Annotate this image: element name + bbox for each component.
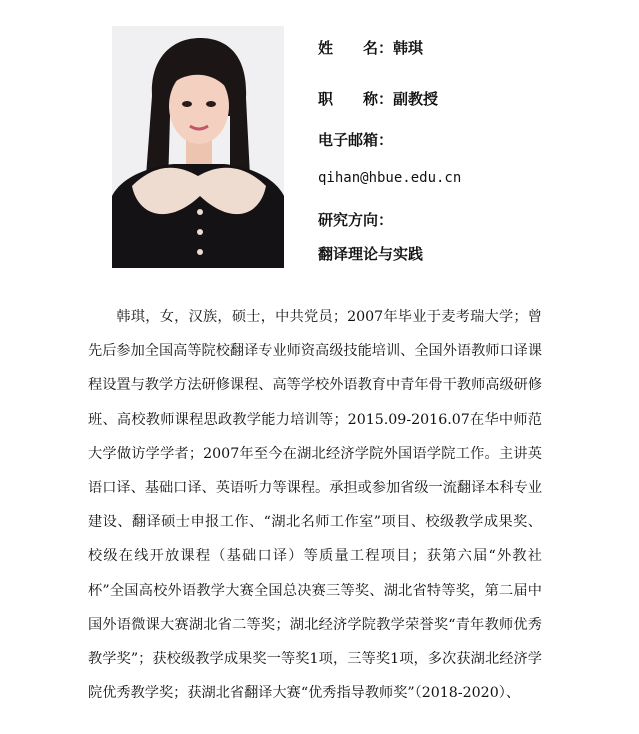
email-label: 电子邮箱：	[318, 131, 394, 149]
name-label: 姓 名：	[318, 39, 394, 57]
profile-photo	[112, 26, 284, 268]
title-label: 职 称：	[318, 90, 394, 108]
name-row	[318, 37, 423, 58]
biography-paragraph: 韩琪，女，汉族，硕士，中共党员；2007年毕业于麦考瑞大学；曾先后参加全国高等院校翻译专业师资高级技能培训、全国外语教师口译课程设置与教学方法研修课程、高等学校外语教育中青年骨干教师高级研修班、高校教师课程思政教学能力培训等；2015.09-2016.07在华中师范大学做访学学者；2007年至今在湖北经济学院外国语学院工作。主讲英语口译、基础口译、英语听力等课程。承担或参加省级一流翻译本科专业建设、翻译硕士申报工作、“湖北名师工作室”项目、校级教学成果奖、校级在线开放课程（基础口译）等质量工程项目；获第六届“外教社杯”全国高校外语教学大赛全国总决赛三等奖、湖北省特等奖，第二届中国外语微课大赛湖北省二等奖；湖北经济学院教学荣誉奖“青年教师优秀教学奖”；获校级教学成果奖一等奖1项，三等奖1项，多次获湖北经济学院优秀教学奖；获湖北省翻译大赛“优秀指导教师奖”（2018-2020）、	[88, 309, 543, 702]
title-row	[318, 88, 438, 109]
research-label: 研究方向：	[318, 211, 394, 229]
research-value: 翻译理论与实践	[318, 245, 424, 263]
name-value: 韩琪	[393, 39, 424, 57]
title-value: 副教授	[393, 90, 439, 108]
portrait-image	[112, 26, 284, 268]
email-value[interactable]: qihan@hbue.edu.cn	[318, 170, 462, 186]
